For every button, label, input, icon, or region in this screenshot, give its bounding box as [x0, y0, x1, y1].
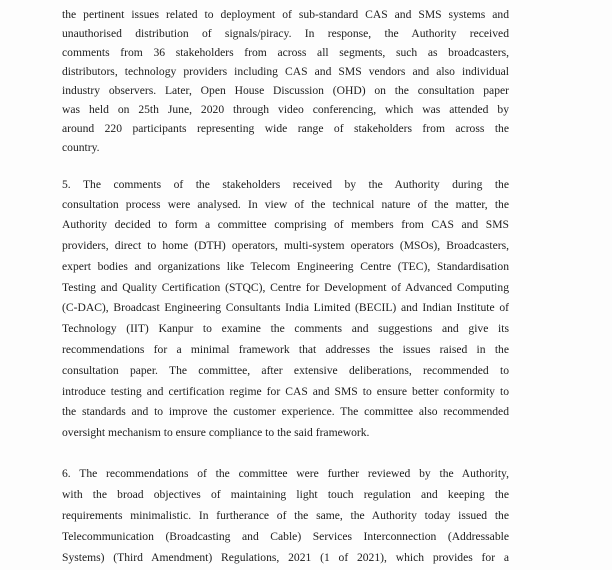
p5-line-1: 5. The comments of the stakeholders received by the Authority during the — [62, 178, 509, 191]
p4-line-2: unauthorised distribution of signals/piracy. In response, the Authority received — [62, 27, 509, 40]
p5-line-11: introduce testing and certification regime for CAS and SMS to ensure better conformity to — [62, 385, 509, 398]
p4-line-8: country. — [62, 141, 100, 154]
p5-line-10: consultation paper. The committee, after extensive deliberations, recommended to — [62, 364, 509, 377]
p4-line-4: distributors, technology providers including CAS and SMS vendors and also individual — [62, 65, 509, 78]
p4-line-6: was held on 25th June, 2020 through video conferencing, which was attended by — [62, 103, 509, 116]
p6-line-2: with the broad objectives of maintaining light touch regulation and keeping the — [62, 488, 509, 501]
p4-line-7: around 220 participants representing wide range of stakeholders from across the — [62, 122, 509, 135]
p5-line-4: providers, direct to home (DTH) operators, multi-system operators (MSOs), Broadcasters, — [62, 239, 509, 252]
p5-line-13: oversight mechanism to ensure compliance to the said framework. — [62, 426, 370, 439]
p5-line-9: recommendations for a minimal framework that addresses the issues raised in the — [62, 343, 509, 356]
p5-line-3: Authority decided to form a committee comprising of members from CAS and SMS — [62, 218, 509, 231]
p5-line-2: consultation process were analysed. In view of the technical nature of the matter, the — [62, 198, 509, 211]
p4-line-1: the pertinent issues related to deployment of sub-standard CAS and SMS systems and — [62, 8, 509, 21]
p5-line-6: Testing and Quality Certification (STQC), Centre for Development of Advanced Computing — [62, 281, 509, 294]
p5-line-7: (C-DAC), Broadcast Engineering Consultants India Limited (BECIL) and Indian Institute of — [62, 301, 509, 314]
p6-line-4: Telecommunication (Broadcasting and Cable) Services Interconnection (Addressable — [62, 530, 509, 543]
p4-line-5: industry observers. Later, Open House Discussion (OHD) on the consultation paper — [62, 84, 509, 97]
p6-line-1: 6. The recommendations of the committee were further reviewed by the Authority, — [62, 467, 509, 480]
p5-line-5: expert bodies and organizations like Telecom Engineering Centre (TEC), Standardisation — [62, 260, 509, 273]
p6-line-3: requirements minimalistic. In furtherance of the same, the Authority today issued the — [62, 509, 509, 522]
p4-line-3: comments from 36 stakeholders from across all segments, such as broadcasters, — [62, 46, 509, 59]
p5-line-12: the standards and to improve the customer experience. The committee also recommended — [62, 405, 509, 418]
p5-line-8: Technology (IIT) Kanpur to examine the comments and suggestions and give its — [62, 322, 509, 335]
p6-line-5: Systems) (Third Amendment) Regulations, 2021 (1 of 2021), which provides for a — [62, 551, 509, 564]
